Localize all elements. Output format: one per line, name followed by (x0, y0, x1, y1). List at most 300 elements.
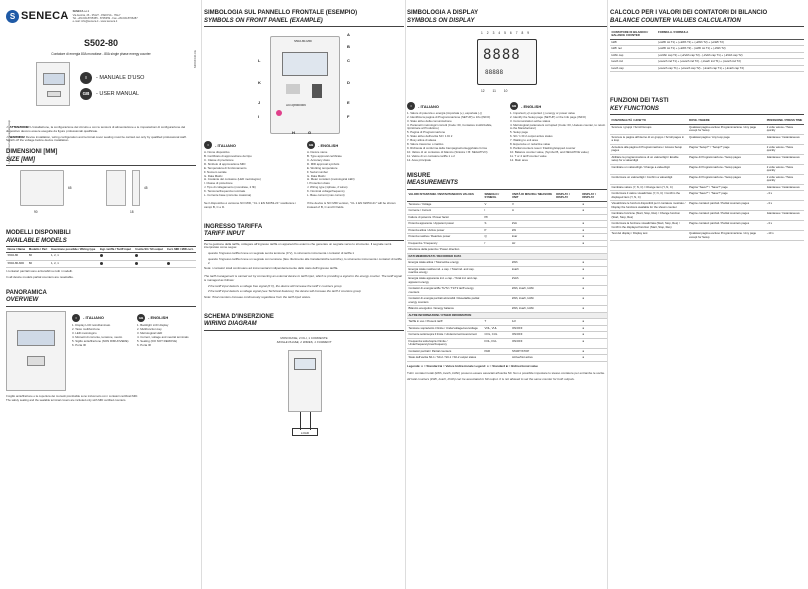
table-cell: ● (581, 332, 607, 338)
tariff-bullet-it: quando l'ingresso tariffa riceve un segnale con tensione (fare riferimento alle Caratteristiche tecniche), lo strumento incrementa i contatori di tariffa 2 (208, 256, 402, 265)
table-row (610, 191, 804, 201)
lang-en-badge: GB (308, 143, 314, 147)
balance-title: CALCOLO PER I VALORI DEI CONTATORI DI BILANCIO (610, 10, 768, 16)
list-item: 5. Sealing (DO NOT REMOVE) (137, 338, 178, 343)
table-cell: Contatori parziali / Partial counters (407, 348, 483, 354)
table-cell: S502-80 (6, 253, 27, 260)
list-item: 4. Parametri metrologici corretti (Code: 00, Contatore inutilizzabile, ripristinare al Produttore) (407, 122, 493, 131)
company-name: SENECA (21, 10, 69, 22)
table-cell: Hz (510, 240, 554, 246)
balance-table (610, 30, 804, 72)
table-cell: Scorrere le pagine all'interno di un gruppo / Scroll pages in a loop (610, 134, 688, 144)
table-cell (483, 355, 510, 361)
serial-number: AC1Q8000009 (286, 103, 306, 107)
table-row (610, 65, 804, 71)
table-cell: Frequenza sotto/sopra il limite / Underfrequency/overfrequency (407, 338, 483, 348)
front-panel-list-it (204, 151, 301, 198)
models-note-it: I contatori parziali sono azzerabili su tutti i modelli. (6, 269, 73, 274)
tariff-text-en: The tariff management is carried out by connecting an external device to tariff input, which is providing a signal to the energy counter. The tariff signal is managed as follows: (204, 274, 402, 282)
table-row (610, 221, 804, 231)
measures-legend: Legenda: ● = Standard ■ = Valore bidirezionale Legend: ● = Standard ■ = Bidirectional value (407, 363, 538, 368)
tariff-title: INGRESSO TARIFFA (204, 223, 263, 230)
table-cell: Qualsiasi pagina escluso Programmazione / Any page except for Setup (688, 231, 766, 241)
tariff-title-en: TARIFF INPUT (204, 231, 404, 241)
table-cell: 1, 2, 1 (49, 260, 98, 267)
display-callout: 7 (515, 31, 518, 35)
table-cell: kvar (510, 234, 554, 240)
table-cell: ● (581, 266, 607, 276)
callout-letter: H (292, 130, 295, 135)
warning-it-title: ATTENZIONE! (9, 125, 30, 129)
measures-title: MISURE (407, 172, 431, 179)
display-callout: 8 (521, 31, 524, 35)
table-cell (483, 276, 510, 286)
list-item: H. Costante del contatore (LED metrologico) (204, 177, 261, 182)
table-cell: ~3 s (765, 201, 804, 211)
table-cell: Energia totale reattiva ind. e cap. / Total ind. and cap. reactive energy (407, 266, 483, 276)
table-cell: Tensione / Voltage (407, 201, 483, 207)
lang-en-badge: GB (511, 104, 517, 108)
measures-note-en: All total counters (kWh, kvarh, kVAh) can be associated to S0 output. It is not allowed to set the same counter for both outputs. (407, 377, 575, 382)
table-cell: kW (510, 227, 554, 233)
address-line: Tel. +39.049.8705355 - 8705359 - Fax +39.049.8706287 (72, 16, 138, 20)
warning-en-title: WARNING! (9, 134, 26, 139)
table-cell: kWh (510, 260, 554, 266)
table-cell: 1, 2, 1 (49, 253, 98, 260)
lang-en-label: - ENGLISH (318, 142, 339, 148)
dimension-label: 18 (130, 210, 134, 214)
table-cell: ~3 s (765, 221, 804, 231)
table-cell: START/STOP (510, 348, 554, 354)
display-callout: 6 (509, 31, 512, 35)
table-cell: kVAh cap (610, 52, 657, 58)
table-cell: (+kvarh cap T1) + (+kvarh cap T2) - (-kvarh cap T1) + (-kvarh cap T2) (657, 65, 804, 71)
table-cell: 80 (27, 253, 49, 260)
callout-letter: F (347, 114, 350, 119)
table-cell (98, 253, 133, 260)
table-header: Modello / Part (27, 247, 49, 253)
table-cell: Cambiare un valore/digit / Change a value/digit (610, 164, 688, 174)
table-cell: Potenza apparente / Apparent power (407, 221, 483, 227)
table-cell: ● (581, 227, 607, 233)
table-header: Uscita S0 / S0 output (134, 247, 166, 253)
list-item: I. Protection class (307, 181, 330, 186)
overview-footer-en: The safety sealing and the sealable terminal covers are included only with MID certified counters. (6, 398, 127, 403)
table-cell: ● (581, 355, 607, 361)
table-header: UNITÀ DI MISURA / MEASURE UNIT (510, 192, 554, 201)
table-header: Nome / Name (6, 247, 27, 253)
table-cell (555, 286, 581, 296)
list-item: 2. Multifunction key (137, 326, 162, 331)
table-cell (555, 276, 581, 286)
table-cell: (+kWh tot T1) + (+kWh T1) + (+kWh T2) + (+kWh T2) (657, 39, 804, 45)
warning-it (6, 126, 196, 134)
table-cell (555, 266, 581, 276)
table-cell: Bilancio energetico / Energy balance (407, 306, 483, 312)
table-cell: ● (581, 260, 607, 266)
models-note-en: In all device models partial counters are resettable. (6, 275, 74, 280)
product-subtitle: Contatore di energia 80A monofase - 80A single phase energy counter (51, 52, 151, 56)
table-cell: Contatori di energia tariffe T1/T2 / T1/T2 tariff energy counters (407, 286, 483, 296)
table-cell: ~3 s (765, 191, 804, 201)
table-cell: S (483, 221, 510, 227)
list-item: 12. Area principale (407, 157, 431, 162)
list-item: 7. Waiting to exit area (510, 138, 538, 143)
table-cell: (+kVAh cap T1) + (+kVAh cap T2) - (-kVAh cap T1) + (-kVAh cap T2) (657, 52, 804, 58)
table-header: VALORI ISTANTANEI / INSTANTANEOUS VALUES (407, 192, 483, 201)
table-row (407, 296, 607, 306)
list-item: 1. Backlight LCD display (137, 322, 169, 327)
column-balance (610, 10, 804, 585)
table-cell: I (483, 208, 510, 214)
table-cell (134, 260, 166, 267)
list-item: 5. Pagina di Programmazione (407, 130, 446, 135)
display-callout: 12 (481, 89, 485, 93)
callout-letter: J (258, 100, 261, 105)
display-callout: 5 (504, 31, 506, 35)
overview-title: PANORAMICA (6, 289, 47, 296)
table-cell: Active/Not active (510, 355, 554, 361)
table-row (6, 260, 196, 267)
table-header: FUNZIONALITÀ / HOW TO (610, 118, 688, 124)
table-row (6, 253, 196, 260)
table-cell: Pagina "Setup?" / "Setup?" page (688, 144, 766, 154)
display-callout: 4 (498, 31, 501, 35)
front-panel-note-en: If the device is NO MID version, "CL 1 EN 62053-21" will be shown instead of B, C and D fields. (307, 201, 396, 209)
list-item: K. Nominal voltage/frequency (307, 189, 345, 194)
table-cell: kWh net (610, 46, 657, 52)
table-cell: VOL, VUL (483, 325, 510, 331)
warning-en (6, 136, 196, 144)
dimension-label: 45 (144, 186, 148, 190)
table-cell: Contatori di energia parziali azzerabili / Resettable partial energy counters (407, 296, 483, 306)
table-cell: Istantanea / Instantaneous (765, 134, 804, 144)
table-cell: T (483, 319, 510, 325)
list-item: 8. Valore trascorso o inattivo (407, 142, 444, 147)
device-illustration (36, 62, 70, 106)
table-cell: kWh (610, 39, 657, 45)
overview-footer-it: Il sigillo antieffrazione e la copertura dei morsetti piombabile sono inclusi solo con i contatori certificati MID. (6, 393, 139, 398)
table-cell: ● (581, 338, 607, 348)
lang-en-label: - ENGLISH (148, 315, 169, 321)
table-cell: f (483, 240, 510, 246)
list-item: 5. Setup page (510, 130, 529, 135)
table-cell: Pagine di Programmazione / Setup pages (688, 164, 766, 174)
lang-it-label: - ITALIANO (418, 103, 440, 109)
company-line: SENECA s.r.l. (72, 10, 90, 14)
list-item: 3. LED metrologico (72, 330, 97, 335)
table-cell: Pagina "Save?" / "Save?" page (688, 184, 766, 190)
manual-it-row (80, 72, 144, 84)
wiring-caption-it: MONOFASE, 2 FILI, 1 CORRENTE (280, 335, 328, 340)
table-cell: ~10 s (765, 231, 804, 241)
list-item: 5. Sigillo antieffrazione (NON RIMUOVERE) (72, 338, 129, 343)
list-item: A. Nome dispositivo (204, 150, 230, 154)
table-header: PRESSIONE / PRESS TIME (766, 118, 803, 123)
table-cell: Direzione della potenza / Power direction (407, 247, 483, 253)
table-cell: Cambiare funzione (Start, Stop, Res) / Change function (Start, Stop, Res) (610, 211, 688, 221)
list-item: 6. S0 / 1 DI 2 output active status (510, 134, 553, 139)
overview-title-en: OVERVIEW (6, 297, 196, 307)
list-item: G. Data Matrix (307, 173, 326, 178)
list-item: J. Tipo di collegamento (monofase, 2 fili) (204, 185, 256, 190)
table-row (610, 164, 804, 174)
lang-it-badge: I (204, 141, 212, 149)
table-cell: (+kvarh ind T1) + (+kvarh ind T2) - (-kvarh ind T1) + (-kvarh ind T2) (657, 59, 804, 65)
list-item: 12. Main area (510, 157, 528, 162)
front-panel-drawing (204, 30, 404, 138)
table-cell (166, 253, 196, 260)
list-item: 4. Morsetti di corrente, tensione, neutro (72, 334, 123, 339)
warning-block (6, 126, 196, 143)
table-cell: Corrente sotto/sopra il limite / Undercurrent/overcurrent (407, 332, 483, 338)
display-callout: 2 (486, 31, 489, 35)
table-row (407, 266, 607, 276)
product-name: S502-80 (83, 37, 119, 48)
table-cell: ● (581, 296, 607, 306)
callout-letter: G (308, 130, 312, 135)
other-info-header: ALTRE INFORMAZIONI / OTHER INFORMATION (407, 312, 607, 318)
callout-letter: D (347, 80, 350, 85)
keys-table (610, 118, 804, 241)
table-cell (98, 260, 133, 267)
list-item: 10. Valore di un contatore di bilancio (Sinistra = B: NEGATIVO) (407, 149, 488, 154)
table-cell: A (510, 208, 554, 214)
lang-it-badge: I (407, 102, 415, 110)
table-cell: ● (581, 319, 607, 325)
table-cell: ON/OFF (510, 332, 554, 338)
table-cell: Confermare la funzione visualizzata (Start, Stop, Res) / Confirm the displayed function (Start, Stop, Res) (610, 221, 688, 231)
table-cell: ● (581, 240, 607, 246)
table-cell: Confermare il valore visualizzato (Y, N, C) / Confirm the displayed item (Y, N, C) (610, 191, 688, 201)
list-item: 6. Stato attivo dell'uscita S0 / 1 Di 2 (407, 134, 453, 139)
table-cell: Pagine contatori parziali / Partial counters pages (688, 221, 766, 231)
table-cell: Potenza reattiva / Reactive power (407, 234, 483, 240)
table-cell: ● (581, 325, 607, 331)
table-cell: Pagine di Programmazione / Setup pages (688, 154, 766, 164)
display-callout: 1 (481, 31, 483, 35)
list-item: F. Numero seriale (204, 169, 227, 174)
list-item: 2. Identifica la pagina di Programmazione (SETUP) e Info (INFO) (407, 114, 491, 119)
tariff-bullet-it: quando l'ingresso tariffa riceve un segnale senza tensione (0 V), lo strumento incrementa i contatori di tariffa 1 (208, 251, 355, 256)
doc-code: MI004630-I/E (193, 50, 198, 69)
list-item: B. Type approval certificate (307, 153, 342, 158)
list-item: C. Accuracy class (307, 157, 330, 162)
list-item: 3. Stato attivo della comunicazione (407, 118, 452, 123)
table-cell: V (510, 201, 554, 207)
table-cell: Qualsiasi pagina escluso Programmazione / Any page except for Setup (688, 124, 766, 134)
warning-it-text: L'installazione, la configurazione del circuito e con le tensioni di alimentazione e le impostazioni di configurazione del dispositivo devono essere eseguite da figure professionali qualificate. (6, 125, 186, 133)
table-cell (483, 286, 510, 296)
table-cell: 2 volte veloce / Twice quickly (765, 144, 804, 154)
display-callout: 11 (492, 89, 496, 93)
measures-table (407, 192, 607, 362)
manual-en-row (80, 88, 144, 100)
table-cell: Energia totale attiva / Total active energy (407, 260, 483, 266)
brand-bar (6, 10, 196, 24)
dimensions-drawing (6, 166, 196, 224)
table-cell: kvarh (510, 266, 554, 276)
table-row (407, 276, 607, 286)
table-header: DOVE / WHERE (688, 118, 766, 124)
table-row (610, 174, 804, 184)
ir-port-icon (276, 110, 282, 116)
list-item: 6. Porta IR (137, 342, 151, 347)
table-cell: 1/2 (510, 319, 554, 325)
list-item: 9. Partial counters reset / Flashing/stopped counter (510, 146, 576, 150)
list-item: B. Certificato di approvazione del tipo (204, 153, 252, 158)
list-item: D. MID approval symbols (307, 161, 340, 166)
front-panel-title: SIMBOLOGIA SUL PANNELLO FRONTALE (ESEMPIO) (204, 10, 358, 16)
column-cover (6, 10, 196, 585)
table-cell: 2 volte veloce / Twice quickly (765, 164, 804, 174)
balance-title-en: BALANCE COUNTER VALUES CALCULATION (610, 18, 804, 28)
table-row (610, 124, 804, 134)
table-cell: Pagine contatori parziali / Partial counters pages (688, 211, 766, 221)
table-cell (134, 253, 166, 260)
table-cell: ● (581, 208, 607, 214)
table-cell: ● (581, 221, 607, 227)
overview-list-en (137, 324, 196, 347)
table-row (407, 338, 607, 348)
table-cell: Q (483, 234, 510, 240)
table-cell: Fattore di potenza / Power factor (407, 214, 483, 220)
lang-en-label: - ENGLISH (521, 103, 542, 109)
list-item: E. Temperatura di funzionamento (204, 165, 247, 170)
front-panel-title-en: SYMBOLS ON FRONT PANEL (EXAMPLE) (204, 18, 404, 28)
dimensions-title: DIMENSIONI [MM] (6, 149, 58, 155)
table-cell: 2 volte veloce / Twice quickly (765, 174, 804, 184)
display-list-en (510, 112, 607, 162)
table-cell: Potenza attiva / Active power (407, 227, 483, 233)
models-title: MODELLI DISPONIBILI (6, 230, 71, 236)
column-front-panel (204, 10, 404, 585)
lang-it-label: - ITALIANO (215, 142, 237, 148)
list-item: 1. Imported (+)/ exported (-) energy or power value (510, 111, 575, 115)
table-cell: S502-80-MID (6, 260, 27, 267)
address-line: Via Austria, 26 - 35127 - PADOVA - ITALY (72, 13, 121, 17)
keys-title-en: KEY FUNCTIONS (610, 106, 804, 116)
table-cell (555, 338, 581, 348)
table-cell: Stato dell'uscita S0-1 / S0-2 / S0-1 / S0-2 output status (407, 355, 483, 361)
display-title: SIMBOLOGIA A DISPLAY (407, 10, 479, 16)
callout-letter: E (347, 100, 350, 105)
table-header: FORMULA / FORMULA (657, 30, 804, 39)
callout-letter: B (347, 44, 350, 49)
table-row (610, 134, 804, 144)
display-drawing: 8888 88888 1 2 3 4 5 6 7 8 9 12 11 10 (407, 29, 607, 99)
callout-letter: I (258, 114, 260, 119)
list-item: 7. Busy attiva di attesa (407, 138, 437, 143)
list-item: I. Classe di protezione (204, 181, 233, 186)
list-item: 11. T or 2 tariff counter value (510, 153, 547, 158)
table-cell: Tariffa in uso / Present tariff (407, 319, 483, 325)
list-item: J. Wiring type (1phase, 2 wires) (307, 185, 348, 190)
display-title-en: SYMBOLS ON DISPLAY (407, 18, 607, 28)
table-cell (166, 260, 196, 267)
list-item: K. Tensione/frequenza nominale (204, 189, 246, 194)
keys-title: FUNZIONI DEI TASTI (610, 98, 669, 105)
lang-it-badge: I (72, 314, 80, 322)
list-item: G. Data Matrix (204, 173, 223, 178)
table-cell: kWh, kvarh, kVAh (510, 286, 554, 296)
table-cell: COL, CUL (483, 332, 510, 338)
list-item: F. Serial number (307, 169, 329, 174)
warning-en-text: Device installation, wiring configuration and terminal cover sealing must be carried out only by qualified professional staff. Switch off the voltage before device installation. (6, 134, 187, 143)
column-display (407, 10, 607, 585)
list-item: 2. Identify the Setup page (SETUP) or the Info page (INFO) (510, 114, 586, 119)
list-item: 1. Valore di potenza o energia (importata (+), esportata (-)) (407, 111, 482, 115)
table-cell: Accedere alla pagina di Programmazione / Access Setup pages (610, 144, 688, 154)
table-row (407, 355, 607, 361)
table-cell (483, 266, 510, 276)
table-cell: kVAh (510, 276, 554, 286)
table-cell: Visualizzare le funzioni disponibili per il contatore mostrato / Display the functions available for the shown counter (610, 201, 688, 211)
manual-en-label: - USER MANUAL (96, 90, 140, 97)
table-row (407, 286, 607, 296)
manual-it-label: - MANUALE D'USO (96, 74, 145, 81)
table-cell: Corrente / Current (407, 208, 483, 214)
table-cell: Cambiare valore (Y, N, C) / Change item (Y, N, C) (610, 184, 688, 190)
table-cell: PAR (483, 348, 510, 354)
table-header: SIMBOLO / SYMBOL (483, 192, 510, 201)
callout-letter: L (258, 58, 261, 63)
models-table (6, 247, 196, 268)
table-cell: ● (581, 306, 607, 312)
logo-mark-icon: S (6, 10, 19, 23)
table-cell: Qualsiasi pagina / Any loop page (688, 134, 766, 144)
table-header: Ingr. tariffa / Tariff input (98, 247, 133, 253)
table-cell: ON/OFF (510, 338, 554, 348)
side-note: Leggere e conservare Read and keep (8, 120, 11, 164)
table-cell: Frequenza / Frequency (407, 240, 483, 246)
address-line: e-mail: info@seneca.it - www.seneca.it (72, 20, 118, 24)
wiring-title-en: WIRING DIAGRAM (204, 321, 404, 331)
table-cell (555, 296, 581, 306)
warning-icon: ⚠ (6, 134, 9, 139)
table-cell: ● (581, 286, 607, 296)
table-cell: Energia totale apparente ind. e cap. / Total ind. and cap. apparent energy (407, 276, 483, 286)
callout-letter: A (347, 32, 350, 37)
lang-en-badge: GB (138, 315, 144, 320)
table-header: Cert. MID / MID cert. (166, 247, 196, 253)
table-row (610, 211, 804, 221)
wiring-caption-en: SINGLE PHASE, 2 WIRES, 1 CURRENT (276, 339, 332, 344)
recorded-data-header: DATI MEMORIZZATI / RECORDED DATA (407, 253, 607, 259)
front-panel-note-it: Se il dispositivo è versione NO MID, "CL 1 EN 62053-21" sostituisce i campi B, C e D. (204, 201, 296, 209)
tariff-bullet-en: if the tariff input detects a voltage free signal (0 V), the device will increase the tariff 1 counters group (208, 283, 342, 288)
table-cell: Istantanea / Instantaneous (765, 211, 804, 221)
table-cell: ● (581, 348, 607, 354)
table-cell: Tensione sopra/sotto il limite / Undervoltage/overvoltage (407, 325, 483, 331)
table-cell: Abilitare la programmazione di un valore/digit / Enable setup for a value/digit (610, 154, 688, 164)
table-cell: V (483, 201, 510, 207)
device-label: S502-80-MID (294, 39, 312, 43)
table-row (610, 144, 804, 154)
table-cell: Pagine di Programmazione / Setup pages (688, 174, 766, 184)
address-block (73, 10, 138, 23)
list-item: L. Base current (max current) (307, 193, 345, 198)
lang-en-badge: GB (80, 88, 92, 100)
table-cell: Scorrere i gruppi / Scroll Groups (610, 124, 688, 134)
front-panel-list-en (307, 151, 404, 198)
table-cell: kWh, kvarh, kVAh (510, 306, 554, 312)
tariff-bullet-en: if the tariff input detects a voltage signal (see Technical features), the device will increase the tariff 2 counters group (208, 289, 361, 294)
display-list-it (407, 112, 504, 162)
table-cell: ● (581, 201, 607, 207)
callout-letter: K (258, 80, 261, 85)
list-item: 10. Balance counter value, (Symbol B, and NEGATIVE value) (510, 149, 589, 154)
